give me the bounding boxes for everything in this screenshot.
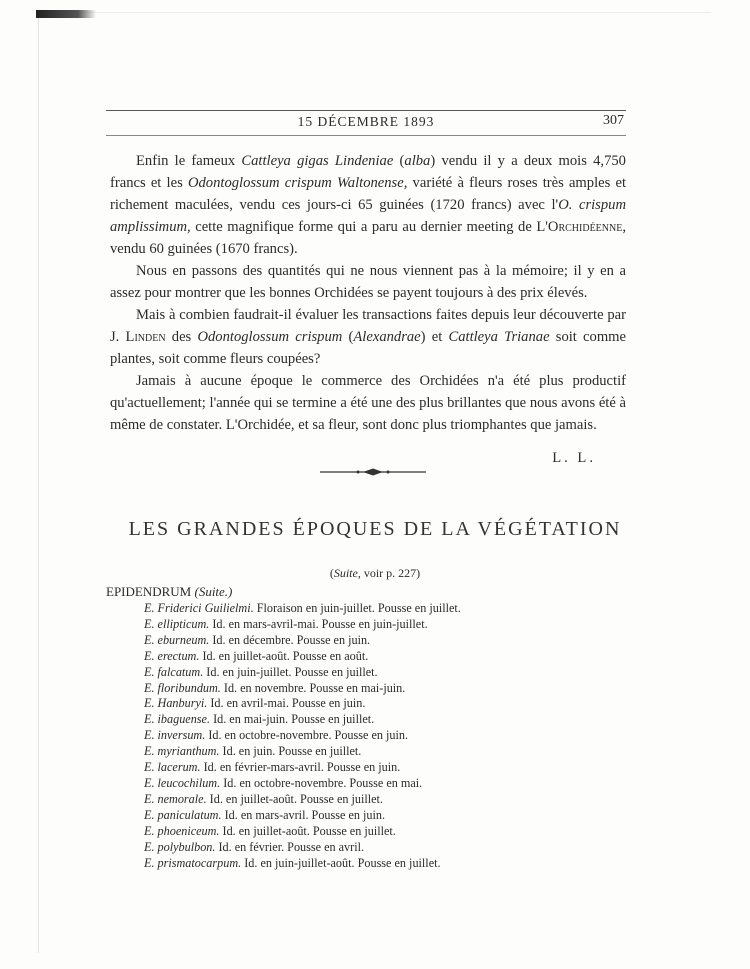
genus-name: EPIDENDRUM [106,584,192,599]
species-text: Id. en mars-avril-mai. Pousse en juin-juillet. [209,616,428,631]
list-item [144,601,624,617]
text-run: cette magnifique forme qui a paru au dernier meeting de L' [190,219,548,235]
list-item [144,665,624,681]
paragraph-1 [110,150,626,260]
species-name: E. floribundum. [144,680,221,695]
list-item [144,728,624,744]
species-name: E. erectum. [144,648,200,663]
continuation-note [0,566,750,581]
text-run: , voir p. 227) [357,566,421,580]
genus-heading [106,584,232,600]
signature: L. L. [552,450,596,466]
species-list [144,601,624,871]
text-run: , vendu 60 guinées (1670 francs). [110,219,626,257]
paragraph-4: Jamais à aucune époque le commerce des Orchidées n'a été plus productif qu'actuellement; l'année qui se termine a été une des plus brillantes que nous avons été à même de constater. L'Orchidée, et sa fleur, sont donc plus triomphantes que jamais. [110,373,626,433]
text-run: soit comme plantes, soit comme fleurs coupées? [110,329,627,367]
species-text: Id. en juillet-août. Pousse en juillet. [219,823,396,838]
species-name: E. eburneum. [144,632,210,647]
species-text: Id. en avril-mai. Pousse en juin. [207,696,366,711]
list-item [144,649,624,665]
species-name: E. leucochilum. [144,775,221,790]
text-run: ( [329,566,334,580]
text-run: Mais à combien faudrait-il évaluer les transactions faites depuis leur découverte par J. [110,307,626,345]
species-text: Floraison en juin-juillet. Pousse en juillet. [253,601,461,615]
text-run-italic: Alexandrae [353,329,421,345]
list-item [144,633,624,649]
article-body [110,150,626,436]
species-name: E. inversum. [144,728,206,743]
text-run-italic: Cattleya gigas Lindeniae [241,153,394,169]
species-name: E. ibaguense. [144,712,211,727]
text-run: variété à fleurs roses très amples et richement maculées, vendu ces jours-ci 65 guinées (1720 francs) avec l' [110,175,626,213]
list-item [144,760,624,776]
header-date: 15 DÉCEMBRE 1893 [297,114,435,129]
paragraph-2: Nous en passons des quantités qui ne nous viennent pas à la mémoire; il y en a assez pour montrer que les bonnes Orchidées se payent toujours à des prix élevés. [110,263,626,301]
species-name: E. prismatocarpum. [144,855,242,870]
list-item [144,617,624,633]
list-item [144,681,624,697]
list-item [144,840,624,856]
species-text: Id. en juin. Pousse en juillet. [219,744,362,759]
text-run: ( [393,153,405,169]
page-number: 307 [603,113,624,128]
text-run: ) vendu il y a deux mois 4,750 francs et les [110,153,626,191]
species-text: Id. en novembre. Pousse en mai-juin. [220,680,406,695]
species-name: E. phoeniceum. [144,823,220,838]
list-item [144,712,624,728]
species-name: E. Hanburyi. [144,696,208,711]
list-item [144,824,624,840]
text-run-smallcaps: Linden [125,329,166,345]
species-name: E. myrianthum. [144,744,220,759]
species-name: E. Friderici Guilielmi. [144,601,254,615]
species-text: Id. en décembre. Pousse en juin. [209,632,371,647]
species-text: Id. en février-mars-avril. Pousse en juin. [200,760,401,775]
species-text: Id. en octobre-novembre. Pousse en juin. [205,728,409,743]
species-name: E. paniculatum. [144,807,222,822]
species-text: Id. en juillet-août. Pousse en août. [199,648,369,663]
text-run-smallcaps: Orchidéenne [547,219,623,235]
list-item [144,792,624,808]
running-header [106,110,626,136]
list-item [144,696,624,712]
list-item [144,856,624,872]
species-text: Id. en octobre-novembre. Pousse en mai. [220,775,423,790]
species-name: E. polybulbon. [144,839,216,854]
list-item [144,744,624,760]
list-item [144,776,624,792]
list-item [144,808,624,824]
text-run-italic: alba [404,153,431,169]
species-text: Id. en juillet-août. Pousse en juillet. [206,791,383,806]
species-text: Id. en mai-juin. Pousse en juillet. [210,712,375,727]
species-name: E. ellipticum. [144,616,210,631]
ornament-divider [318,466,428,478]
text-run: ) et [420,329,449,345]
species-name: E. nemorale. [144,791,207,806]
genus-suffix: (Suite.) [194,584,233,599]
text-run-italic: Odontoglossum crispum Waltonense, [187,175,408,191]
text-run-italic: Suite [333,566,358,580]
text-run: Enfin le fameux [136,153,242,169]
text-run-italic: Cattleya Trianae [448,329,550,345]
species-text: Id. en juin-juillet-août. Pousse en juillet. [241,855,441,870]
text-run: des [165,329,198,345]
text-run-italic: Odontoglossum crispum [197,329,343,345]
species-text: Id. en juin-juillet. Pousse en juillet. [203,664,378,679]
species-text: Id. en mars-avril. Pousse en juin. [221,807,386,822]
text-run-italic: O. crispum amplissimum, [110,197,626,235]
section-title: LES GRANDES ÉPOQUES DE LA VÉGÉTATION [128,518,622,540]
scan-corner-mark [36,10,96,18]
species-name: E. falcatum. [144,664,204,679]
text-run: ( [342,329,354,345]
species-name: E. lacerum. [144,760,201,775]
paragraph-3 [110,304,626,370]
species-text: Id. en février. Pousse en avril. [215,839,365,854]
